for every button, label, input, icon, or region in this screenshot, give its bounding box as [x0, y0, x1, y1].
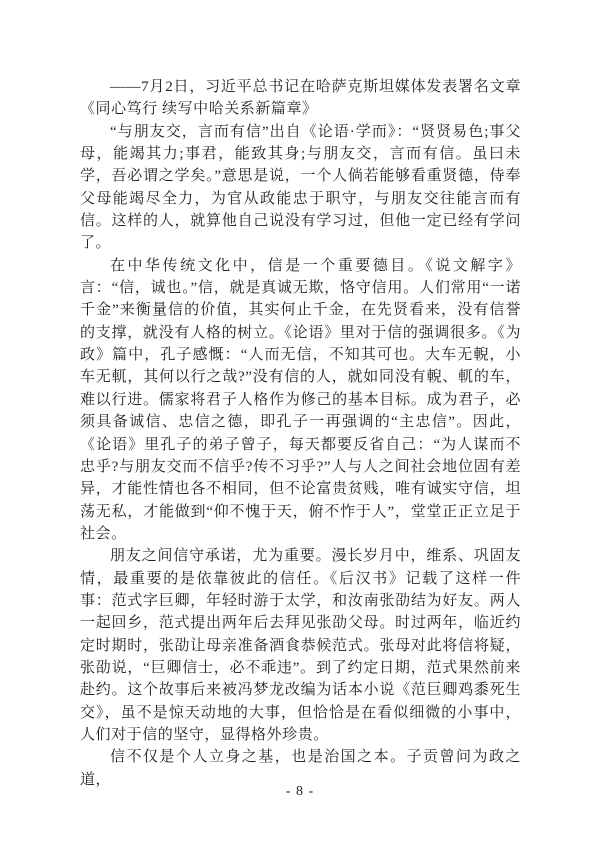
paragraph-friendship-story: 朋友之间信守承诺，尤为重要。漫长岁月中，维系、巩固友情，最重要的是依靠彼此的信任。《后汉书》记载了这样一件事：范式字巨卿，年轻时游于太学，和汝南张劭结为好友。两人一起回乡，范式提出两年后去拜见张劭父母。时过两年，临近约定时期时，张劭让母亲准备酒食恭候范式。张母对此将信将疑，张劭说，“巨卿信士，必不乖违”。到了约定日期，范式果然前来赴约。这个故事后来被冯梦龙改编为话本小说《范巨卿鸡黍死生交》，虽不是惊天动地的大事，但恰恰是在看似细微的小事中，人们对于信的坚守，显得格外珍贵。 — [80, 548, 521, 743]
paragraph-attribution: ——7月2日，习近平总书记在哈萨克斯坦媒体发表署名文章《同心笃行 续写中哈关系新篇章》 — [80, 79, 521, 118]
paragraph-quote-source: “与朋友交，言而有信”出自《论语·学而》：“贤贤易色;事父母，能竭其力;事君，能致其身;与朋友交，言而有信。虽曰未学，吾必谓之学矣。”意思是说，一个人倘若能够看重贤德，侍奉父母能竭尽全力，为官从政能忠于职守，与朋友交往能言而有信。这样的人，就算他自己说没有学习过，但他一定已经有学问了。 — [80, 123, 521, 252]
document-body — [80, 76, 521, 791]
paragraph-tradition: 在中华传统文化中，信是一个重要德目。《说文解字》言：“信，诚也。”信，就是真诚无欺，恪守信用。人们常用“一诺千金”来衡量信的价值，其实何止千金，在先贤看来，没有信誉的支撑，就没有人格的树立。《论语》里对于信的强调很多。《为政》篇中，孔子感慨：“人而无信，不知其可也。大车无輗，小车无軏，其何以行之哉?”没有信的人，就如同没有輗、軏的车，难以行进。儒家将君子人格作为修己的基本目标。成为君子，必须具备诚信、忠信之德，即孔子一再强调的“主忠信”。因此，《论语》里孔子的弟子曾子，每天都要反省自己：“为人谋而不忠乎?与朋友交而不信乎?传不习乎?”人与人之间社会地位固有差异，才能性情也各不相同，但不论富贵贫贱，唯有诚实守信，坦荡无私，才能做到“仰不愧于天，俯不怍于人”，堂堂正正立足于社会。 — [80, 257, 521, 542]
paragraph-governance: 信不仅是个人立身之基，也是治国之本。子贡曾问为政之道， — [80, 749, 521, 788]
page-number: - 8 - — [285, 784, 315, 799]
